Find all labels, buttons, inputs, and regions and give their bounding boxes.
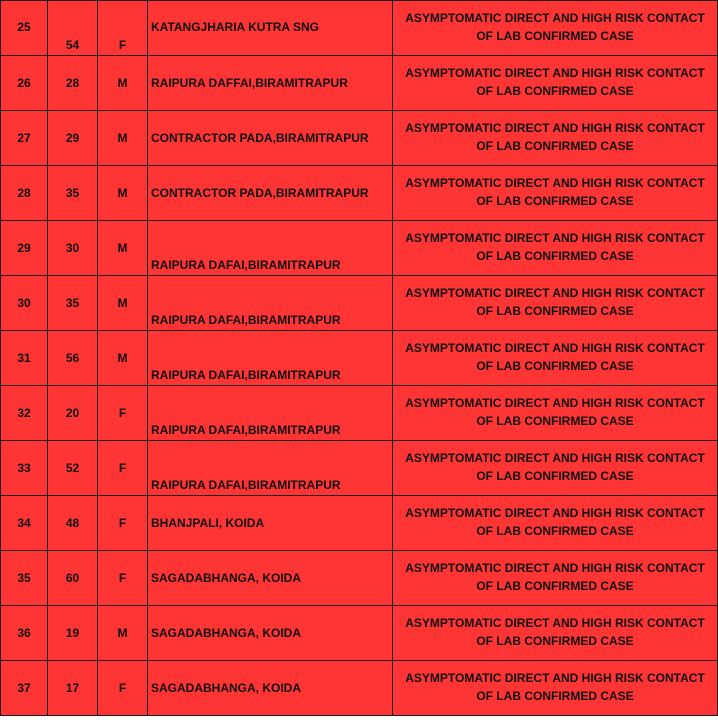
table-row [1, 386, 718, 441]
category-cell: ASYMPTOMATIC DIRECT AND HIGH RISK CONTACT OF LAB CONFIRMED CASE [393, 441, 718, 496]
age-cell: 54 [48, 1, 98, 56]
age-cell: 35 [48, 166, 98, 221]
age-cell: 56 [48, 331, 98, 386]
address-cell: CONTRACTOR PADA,BIRAMITRAPUR [148, 111, 393, 166]
table-row [1, 496, 718, 551]
table-row [1, 166, 718, 221]
category-cell: ASYMPTOMATIC DIRECT AND HIGH RISK CONTACT OF LAB CONFIRMED CASE [393, 56, 718, 111]
category-cell: ASYMPTOMATIC DIRECT AND HIGH RISK CONTACT OF LAB CONFIRMED CASE [393, 606, 718, 661]
category-cell: ASYMPTOMATIC DIRECT AND HIGH RISK CONTACT OF LAB CONFIRMED CASE [393, 496, 718, 551]
serial-cell: 30 [1, 276, 48, 331]
serial-cell: 29 [1, 221, 48, 276]
address-cell: RAIPURA DAFAI,BIRAMITRAPUR [148, 441, 393, 496]
serial-cell: 33 [1, 441, 48, 496]
age-cell: 60 [48, 551, 98, 606]
serial-cell: 37 [1, 661, 48, 716]
address-cell: KATANGJHARIA KUTRA SNG [148, 1, 393, 56]
sex-cell: M [98, 331, 148, 386]
age-cell: 52 [48, 441, 98, 496]
category-cell: ASYMPTOMATIC DIRECT AND HIGH RISK CONTACT OF LAB CONFIRMED CASE [393, 551, 718, 606]
category-cell: ASYMPTOMATIC DIRECT AND HIGH RISK CONTACT OF LAB CONFIRMED CASE [393, 221, 718, 276]
address-cell: SAGADABHANGA, KOIDA [148, 661, 393, 716]
category-cell: ASYMPTOMATIC DIRECT AND HIGH RISK CONTACT OF LAB CONFIRMED CASE [393, 331, 718, 386]
category-cell: ASYMPTOMATIC DIRECT AND HIGH RISK CONTACT OF LAB CONFIRMED CASE [393, 386, 718, 441]
serial-cell: 32 [1, 386, 48, 441]
sex-cell: M [98, 606, 148, 661]
age-cell: 20 [48, 386, 98, 441]
sex-cell: M [98, 111, 148, 166]
sex-cell: F [98, 441, 148, 496]
sex-cell: M [98, 276, 148, 331]
address-cell: BHANJPALI, KOIDA [148, 496, 393, 551]
sex-cell: F [98, 496, 148, 551]
serial-cell: 36 [1, 606, 48, 661]
address-cell: SAGADABHANGA, KOIDA [148, 551, 393, 606]
category-cell: ASYMPTOMATIC DIRECT AND HIGH RISK CONTACT OF LAB CONFIRMED CASE [393, 276, 718, 331]
sex-cell: F [98, 661, 148, 716]
age-cell: 30 [48, 221, 98, 276]
table-row [1, 661, 718, 716]
table-row [1, 56, 718, 111]
table-row [1, 441, 718, 496]
table-row [1, 331, 718, 386]
sex-cell: M [98, 56, 148, 111]
serial-cell: 26 [1, 56, 48, 111]
address-cell: RAIPURA DAFAI,BIRAMITRAPUR [148, 276, 393, 331]
sex-cell: F [98, 1, 148, 56]
category-cell: ASYMPTOMATIC DIRECT AND HIGH RISK CONTACT OF LAB CONFIRMED CASE [393, 111, 718, 166]
address-cell: RAIPURA DAFFAI,BIRAMITRAPUR [148, 56, 393, 111]
sex-cell: M [98, 221, 148, 276]
table-row [1, 276, 718, 331]
age-cell: 48 [48, 496, 98, 551]
table-row [1, 111, 718, 166]
age-cell: 19 [48, 606, 98, 661]
age-cell: 35 [48, 276, 98, 331]
category-cell: ASYMPTOMATIC DIRECT AND HIGH RISK CONTACT OF LAB CONFIRMED CASE [393, 166, 718, 221]
address-cell: CONTRACTOR PADA,BIRAMITRAPUR [148, 166, 393, 221]
serial-cell: 28 [1, 166, 48, 221]
address-cell: RAIPURA DAFAI,BIRAMITRAPUR [148, 221, 393, 276]
serial-cell: 27 [1, 111, 48, 166]
category-cell: ASYMPTOMATIC DIRECT AND HIGH RISK CONTACT OF LAB CONFIRMED CASE [393, 1, 718, 56]
serial-cell: 35 [1, 551, 48, 606]
table-row [1, 551, 718, 606]
category-cell: ASYMPTOMATIC DIRECT AND HIGH RISK CONTACT OF LAB CONFIRMED CASE [393, 661, 718, 716]
age-cell: 28 [48, 56, 98, 111]
address-cell: RAIPURA DAFAI,BIRAMITRAPUR [148, 386, 393, 441]
serial-cell: 34 [1, 496, 48, 551]
serial-cell: 31 [1, 331, 48, 386]
table-row [1, 221, 718, 276]
table-row [1, 1, 718, 56]
sex-cell: F [98, 386, 148, 441]
address-cell: RAIPURA DAFAI,BIRAMITRAPUR [148, 331, 393, 386]
age-cell: 29 [48, 111, 98, 166]
address-cell: SAGADABHANGA, KOIDA [148, 606, 393, 661]
serial-cell: 25 [1, 1, 48, 56]
sex-cell: F [98, 551, 148, 606]
age-cell: 17 [48, 661, 98, 716]
table-row [1, 606, 718, 661]
sex-cell: M [98, 166, 148, 221]
